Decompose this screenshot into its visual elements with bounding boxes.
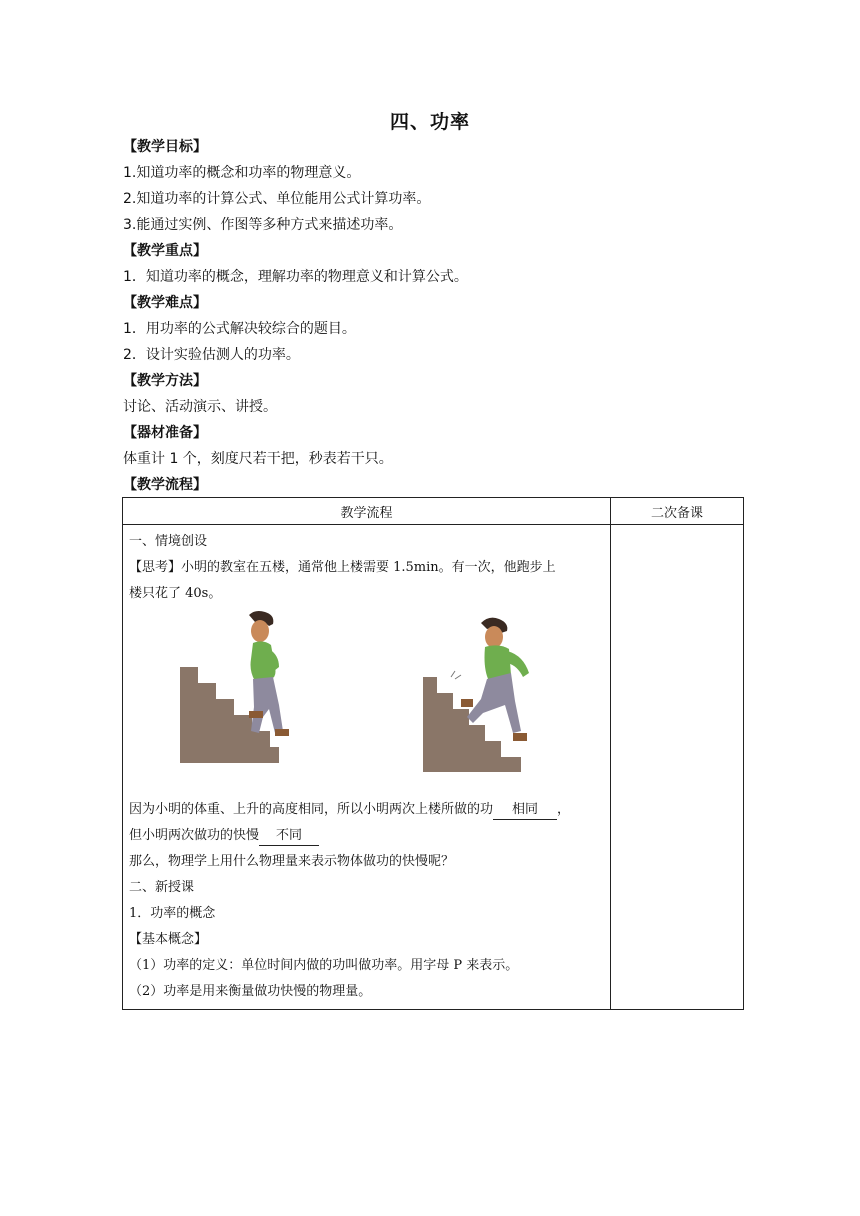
goal-item: 2.知道功率的计算公式、单位能用公式计算功率。 xyxy=(123,191,431,207)
walking-person xyxy=(249,611,289,736)
fill-text: 但小明两次做功的快慢 xyxy=(129,828,260,843)
new-lesson-heading: 二、新授课 xyxy=(129,880,195,895)
basic-concept-heading: 【基本概念】 xyxy=(129,932,208,947)
concept-heading: 1．功率的概念 xyxy=(129,906,216,921)
equipment-item: 体重计 1 个，刻度尺若干把，秒表若干只。 xyxy=(123,451,393,467)
fill-in-line xyxy=(129,797,610,823)
intro-heading: 一、情境创设 xyxy=(129,534,208,549)
difficulty-item: 2．设计实验估测人的功率。 xyxy=(123,347,300,363)
section-heading-key-points: 【教学重点】 xyxy=(123,243,207,259)
section-heading-process: 【教学流程】 xyxy=(123,477,207,493)
section-heading-difficulties: 【教学难点】 xyxy=(123,295,207,311)
question-line: 那么，物理学上用什么物理量来表示物体做功的快慢呢？ xyxy=(129,854,455,869)
page-title: 四、功率 xyxy=(389,111,470,133)
fill-text: 因为小明的体重、上升的高度相同，所以小明两次上楼所做的功 xyxy=(129,802,494,817)
section-heading-methods: 【教学方法】 xyxy=(123,373,207,389)
answer-blank: 不同 xyxy=(259,827,319,846)
teaching-process-table xyxy=(122,497,744,1010)
table-header-process: 教学流程 xyxy=(123,498,611,525)
goal-item: 1.知道功率的概念和功率的物理意义。 xyxy=(123,165,361,181)
stairs-walking-running-image xyxy=(129,607,609,797)
section-heading-equipment: 【器材准备】 xyxy=(123,425,207,441)
section-heading-goals: 【教学目标】 xyxy=(123,139,207,155)
difficulty-item: 1．用功率的公式解决较综合的题目。 xyxy=(123,321,356,337)
stair-illustrations xyxy=(129,607,610,797)
method-item: 讨论、活动演示、讲授。 xyxy=(123,399,277,415)
second-prep-cell xyxy=(611,525,744,1010)
definition-line: （2）功率是用来衡量做功快慢的物理量。 xyxy=(129,984,372,999)
process-cell xyxy=(123,525,611,1010)
think-line: 楼只花了 40s。 xyxy=(129,586,222,601)
think-line: 【思考】小明的教室在五楼，通常他上楼需要 1.5min。有一次，他跑步上 xyxy=(129,560,556,575)
definition-line: （1）功率的定义：单位时间内做的功叫做功率。用字母 P 来表示。 xyxy=(129,958,519,973)
answer-blank: 相同 xyxy=(493,801,557,820)
key-point-item: 1．知道功率的概念，理解功率的物理意义和计算公式。 xyxy=(123,269,468,285)
fill-in-line xyxy=(129,823,610,849)
fill-text: ， xyxy=(557,802,571,817)
goal-item: 3.能通过实例、作图等多种方式来描述功率。 xyxy=(123,217,403,233)
table-header-second-prep: 二次备课 xyxy=(611,498,744,525)
